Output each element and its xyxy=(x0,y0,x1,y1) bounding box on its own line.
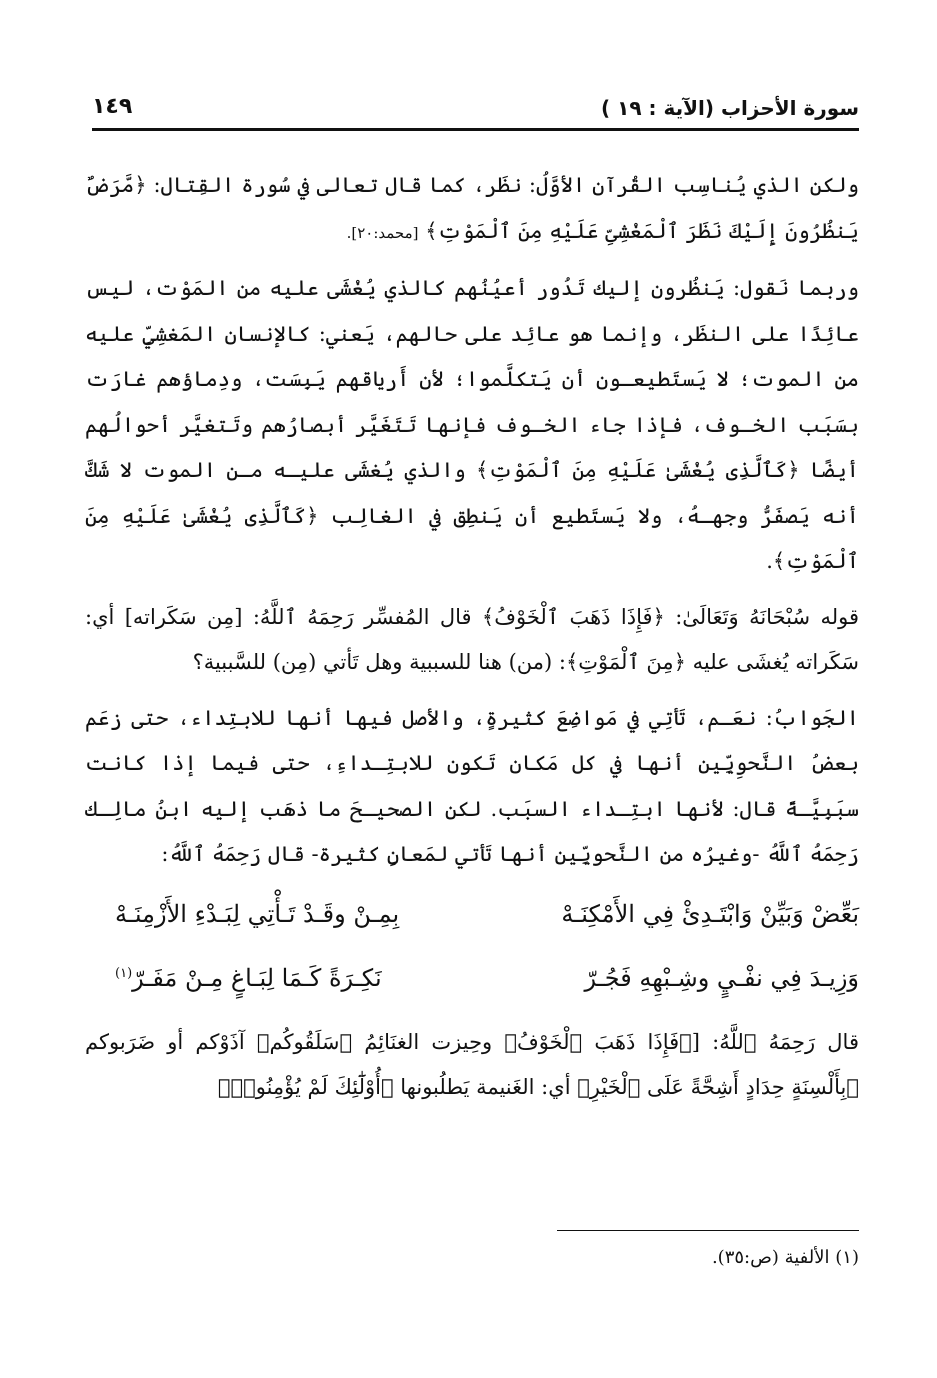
paragraph-5: قال رَحِمَهُ ٱللَّهُ: [﴿فَإِذَا ذَهَبَ ٱلْخَوْفُ﴾ وحِيزت الغنَائِمُ ﴿سَلَقُوكُم﴾ آذَوْكم أو ضَرَبوكم ﴿بِأَلْسِنَةٍ حِدَادٍ أَشِحَّةً عَلَى ٱلْخَيْرِ﴾ أي: الغَنيمة يَطلُبونها ﴿أُوْلَٰٓئِكَ لَمْ يُؤْمِنُوا۟﴾ xyxy=(85,1029,859,1099)
footnote: (١) الألفية (ص:٣٥). xyxy=(711,1247,859,1268)
verse-2-second-hemistich xyxy=(115,956,382,1002)
paragraph-1 xyxy=(85,163,859,256)
paragraph-2: وربما نَقول: يَنظُرون إليك تَدُور أعيُنُهم كالذي يُغْشَى عليه من المَوْت، ليس عائِدًا على النظَر، وإنما هو عائِد على حالهم، يَعني: كالإنسان المَغشِيِّ عليه من الموت؛ لا يَستَطيعـون أن يَتكلَّموا؛ لأن أَرياقهم يَبِسَت، ودِماؤهم غارَت بسَبَب الخـوف، فإذا جاء الخـوف فإنها تَتَغَيَّر أبصارُهم وتَتغيَّر أحوالُهم أيضًا ﴿كَٱلَّذِى يُغْشَىٰ عَلَيْهِ مِنَ ٱلْمَوْتِ﴾ والذي يُغشَى عليـه مـن الموت لا شَكَّ أنه يَصفَرُّ وجهـهُ، ولا يَستَطيع أن يَنطِق في الغالِب ﴿كَٱلَّذِى يُغْشَىٰ عَلَيْهِ مِنَ ٱلْمَوْتِ﴾. xyxy=(85,276,859,573)
header-divider xyxy=(92,128,859,131)
surah-title: سورة الأحزاب (الآية : ١٩ ) xyxy=(601,96,859,120)
paragraph-4: الجَوابُ: نعَـم، تَأتِي في مَواضِعَ كثيرةٍ، والأصل فيها أنها للابتِداء، حتى زعَم بعضُ النَّحوِيِّين أنها في كل مَكان تَكون للابتِـداءِ، حتى فيما إذا كانت سبَبِيَّـةً قال: لأنها ابتِـداء السبَب. لكن الصحيـحَ ما ذهَب إليه ابنُ مالِـك رَحِمَهُ ٱللَّهُ -وغيرُه من النَّحويِّين أنها تَأتي لمَعانٍ كثيرة- قال رَحِمَهُ ٱللَّهُ: xyxy=(85,705,859,866)
paragraph-1-text: ولكن الذي يُناسِب القُرآن الأوَّلُ: نظَر، كما قال تعالى في سُورة القِتال: ﴿مَّرَضٌ يَنظُرُونَ إِلَيْكَ نَظَرَ ٱلْمَغْشِىِّ عَلَيْهِ مِنَ ٱلْمَوْتِ﴾ xyxy=(85,173,859,243)
page-number: ١٤٩ xyxy=(92,94,133,119)
poetry-verses xyxy=(85,888,859,1016)
verse-2-first-hemistich: وَزِيـدَ فِي نفْـيٍ وشِـبْهِهِ فَجُـرّ xyxy=(584,963,859,992)
footnote-marker[interactable]: (١) xyxy=(115,965,133,981)
verse-row-1 xyxy=(85,888,859,952)
page-header xyxy=(92,92,859,130)
verse-2-second-text: نَكِـرَةً كَـمَا لِبَـاغٍ مِـنْ مَفَـرّ xyxy=(132,963,382,992)
verse-row-2 xyxy=(85,952,859,1016)
paragraph-3: قوله سُبْحَانَهُ وَتَعَالَىٰ: ﴿فَإِذَا ذَهَبَ ٱلْخَوْفُ﴾ قال المُفسِّر رَحِمَهُ ٱللَّهُ: [مِن سَكَراته] أي: سَكَراته يُغشَى عليه ﴿مِنَ ٱلْمَوْتِ﴾: (من) هنا للسببية وهل تَأتي (مِن) للسَّببية؟ xyxy=(85,604,859,674)
main-text xyxy=(85,163,859,1121)
quran-reference: [محمد:٢٠]. xyxy=(346,223,419,242)
footnote-divider xyxy=(557,1230,859,1231)
verse-1-first-hemistich: بَعِّضْ وَبَيِّنْ وَابْتَـدِئْ فِي الأَمْكِنَـهْ xyxy=(561,899,859,928)
verse-1-second-hemistich: بِمِـنْ وقَـدْ تَـأْتِي لِبَـدْءِ الأَزْمِنَـهْ xyxy=(115,899,400,928)
